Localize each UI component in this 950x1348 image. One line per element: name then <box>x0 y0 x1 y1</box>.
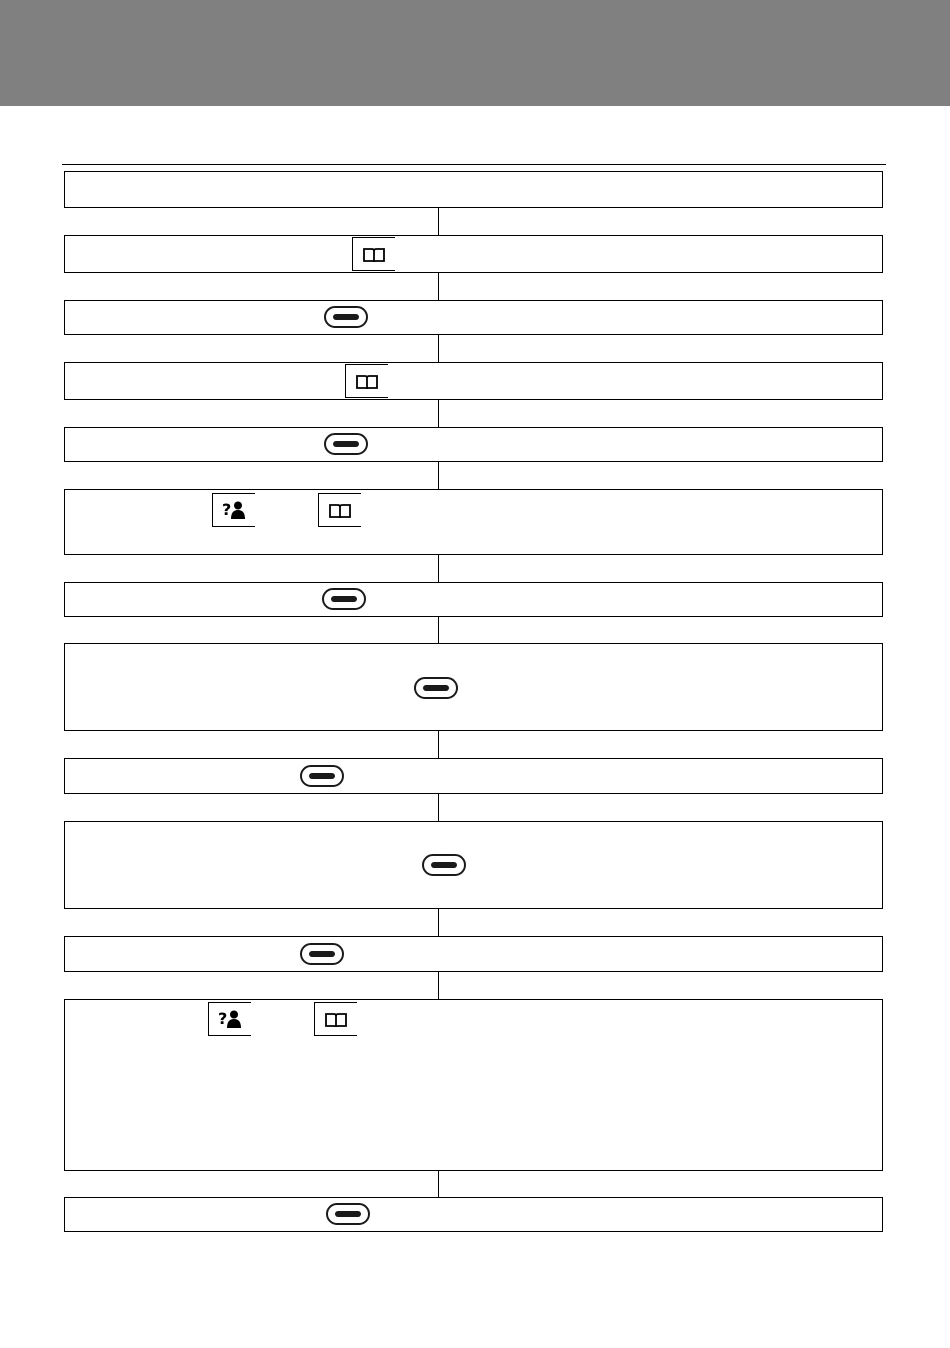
help-person-key-icon: ? <box>212 493 255 527</box>
book-key-icon <box>314 1002 357 1036</box>
flow-connector <box>438 273 439 300</box>
ok-pill-key-icon <box>422 854 466 876</box>
flow-step-10 <box>64 821 883 909</box>
flow-step-3 <box>64 300 883 335</box>
flow-connector <box>438 909 439 936</box>
flow-step-6 <box>64 489 883 555</box>
flow-step-8 <box>64 643 883 731</box>
flow-connector <box>438 555 439 582</box>
section-rule <box>62 164 886 165</box>
flow-step-4 <box>64 362 883 400</box>
help-person-key-icon: ? <box>208 1002 251 1036</box>
header-band <box>0 0 950 106</box>
flow-step-13 <box>64 1197 883 1232</box>
flow-connector <box>438 972 439 999</box>
flow-step-5 <box>64 427 883 462</box>
ok-pill-key-icon <box>324 306 368 328</box>
book-key-icon <box>352 237 395 271</box>
ok-pill-key-icon <box>326 1203 370 1225</box>
flow-step-12 <box>64 999 883 1171</box>
flow-step-11 <box>64 936 883 972</box>
book-key-icon <box>318 493 361 527</box>
flow-step-7 <box>64 582 883 617</box>
flow-connector <box>438 731 439 758</box>
ok-pill-key-icon <box>300 765 344 787</box>
flow-connector <box>438 208 439 235</box>
flow-connector <box>438 617 439 643</box>
flow-connector <box>438 335 439 362</box>
flow-connector <box>438 462 439 489</box>
ok-pill-key-icon <box>324 433 368 455</box>
flow-step-1 <box>64 171 883 208</box>
flow-connector <box>438 794 439 821</box>
flow-connector <box>438 1171 439 1197</box>
flow-connector <box>438 400 439 427</box>
ok-pill-key-icon <box>322 588 366 610</box>
flow-step-2 <box>64 235 883 273</box>
book-key-icon <box>345 364 388 398</box>
flow-step-9 <box>64 758 883 794</box>
ok-pill-key-icon <box>414 677 458 699</box>
ok-pill-key-icon <box>300 943 344 965</box>
